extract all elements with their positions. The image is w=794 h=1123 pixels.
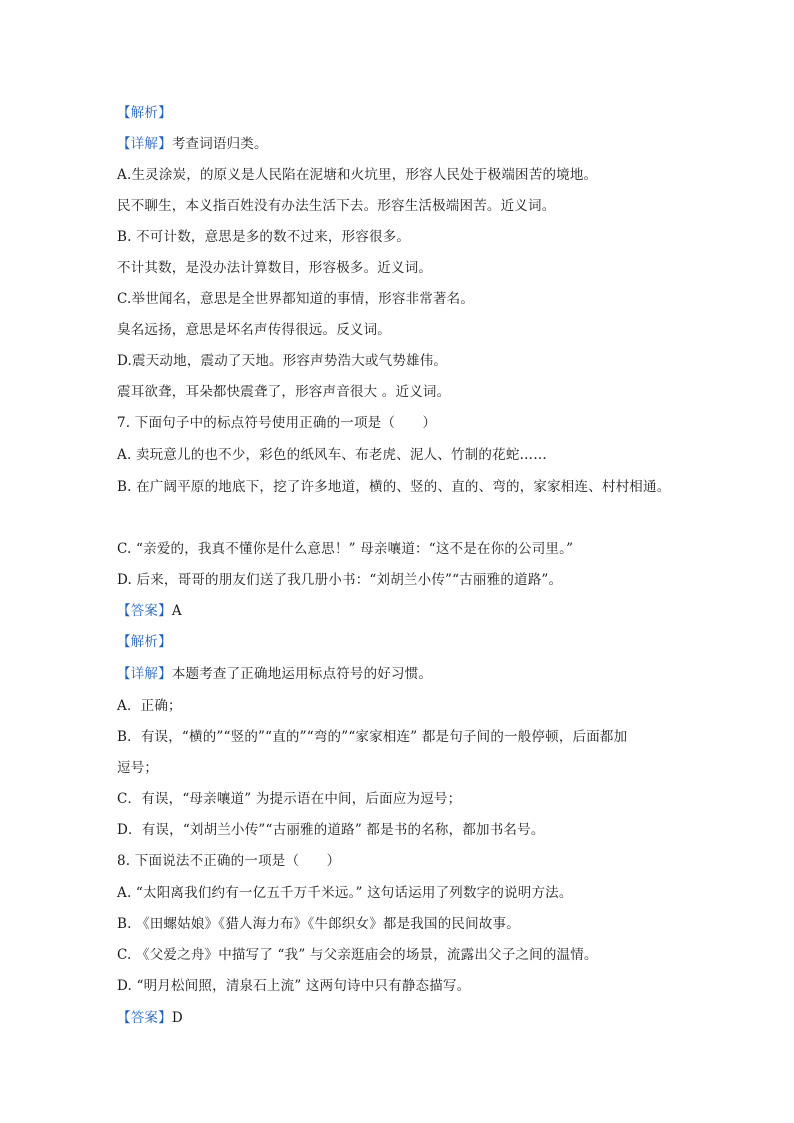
detail-text: 考查词语归类。 — [171, 136, 268, 152]
detail-tag: 【详解】 — [117, 666, 172, 682]
answer-line — [117, 602, 182, 620]
text-line: D.震天动地，震动了天地。形容声势浩大或气势雄伟。 — [117, 353, 448, 369]
option-b: B. 在广阔平原的地底下，挖了许多地道，横的、竖的、直的、弯的，家家相连、村村相通。 — [117, 479, 671, 495]
text-line: A．正确； — [117, 698, 182, 714]
text-line: D．有误，“刘胡兰小传”“古丽雅的道路” 都是书的名称，都加书名号。 — [117, 822, 545, 838]
text-line: B．有误，“横的”“竖的”“直的”“弯的”“家家相连” 都是句子间的一般停顿，后面都加 — [117, 729, 628, 745]
detail-text: 本题考查了正确地运用标点符号的好习惯。 — [171, 666, 433, 682]
option-a: A. 卖玩意儿的也不少，彩色的纸风车、布老虎、泥人、竹制的花蛇…… — [117, 447, 547, 463]
detail-heading — [117, 135, 268, 153]
answer-line — [117, 1009, 183, 1027]
analysis-heading — [117, 633, 172, 651]
text-line: B. 不可计数，意思是多的数不过来，形容很多。 — [117, 229, 411, 245]
option-b: B. 《田螺姑娘》《猎人海力布》《牛郎织女》都是我国的民间故事。 — [117, 916, 520, 932]
answer-value: A — [171, 603, 182, 619]
text-line: C.举世闻名，意思是全世界都知道的事情，形容非常著名。 — [117, 291, 475, 307]
option-c: C. 《父爱之舟》中描写了 “我” 与父亲逛庙会的场景，流露出父子之间的温情。 — [117, 947, 598, 963]
text-line: 臭名远扬，意思是坏名声传得很远。反义词。 — [117, 322, 391, 338]
analysis-heading — [117, 104, 172, 122]
option-d: D. 后来，哥哥的朋友们送了我几册小书：“刘胡兰小传”“古丽雅的道路”。 — [117, 572, 563, 588]
detail-tag: 【详解】 — [117, 136, 172, 152]
option-d: D. “明月松间照，清泉石上流” 这两句诗中只有静态描写。 — [117, 978, 471, 994]
text-line: A.生灵涂炭，的原义是人民陷在泥塘和火坑里，形容人民处于极端困苦的境地。 — [117, 167, 598, 183]
answer-tag: 【答案】 — [117, 1010, 172, 1026]
option-c: C. “亲爱的，我真不懂你是什么意思！” 母亲嚷道：“这不是在你的公司里。” — [117, 541, 574, 557]
detail-heading — [117, 665, 432, 683]
text-line: 震耳欲聋，耳朵都快震聋了，形容声音很大 。近义词。 — [117, 384, 451, 400]
text-line: 逗号； — [117, 760, 159, 776]
answer-tag: 【答案】 — [117, 603, 172, 619]
question-7: 7. 下面句子中的标点符号使用正确的一项是（ ） — [117, 415, 437, 431]
answer-value: D — [171, 1010, 183, 1026]
text-line: 不计其数，是没办法计算数目，形容极多。近义词。 — [117, 260, 433, 276]
analysis-tag: 【解析】 — [117, 105, 172, 121]
analysis-tag: 【解析】 — [117, 634, 172, 650]
option-a: A. “太阳离我们约有一亿五千万千米远。” 这句话运用了列数字的说明方法。 — [117, 885, 573, 901]
text-line: C．有误，“母亲嚷道” 为提示语在中间，后面应为逗号； — [117, 791, 462, 807]
text-line: 民不聊生，本义指百姓没有办法生活下去。形容生活极端困苦。近义词。 — [117, 198, 556, 214]
question-8: 8. 下面说法不正确的一项是（ ） — [117, 853, 341, 869]
